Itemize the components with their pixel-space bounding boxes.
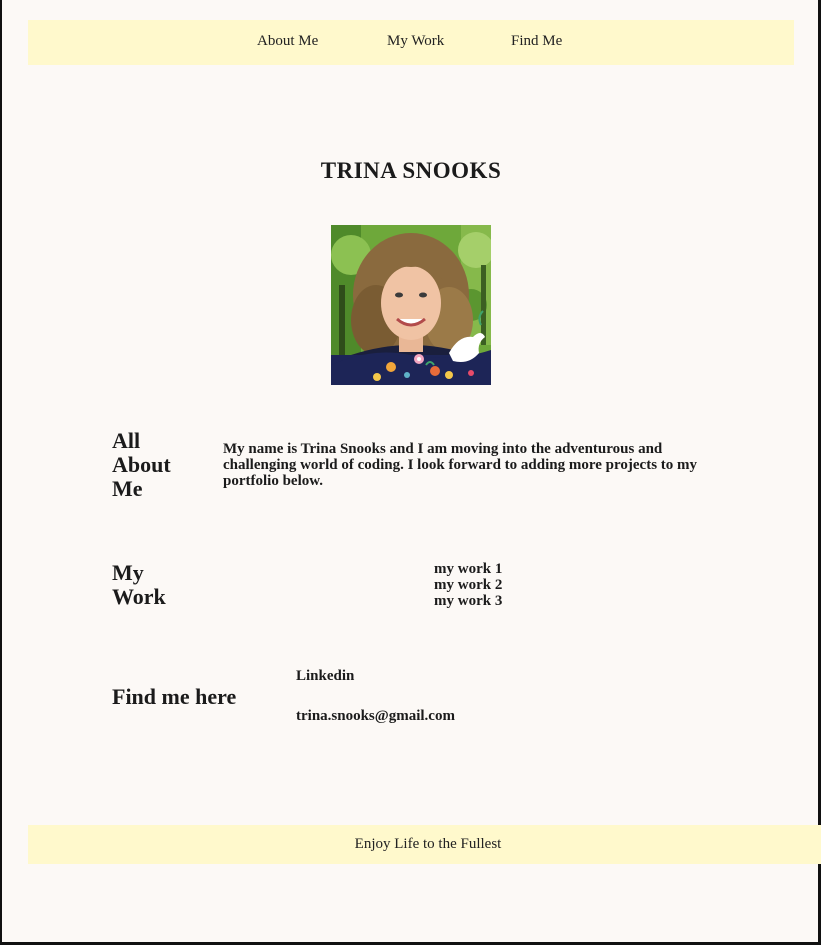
top-nav bbox=[28, 20, 794, 65]
profile-photo bbox=[331, 225, 491, 385]
work-item-3[interactable]: my work 3 bbox=[434, 593, 503, 609]
email-link[interactable]: trina.snooks@gmail.com bbox=[296, 708, 455, 724]
find-heading: Find me here bbox=[112, 684, 237, 709]
page-title: TRINA SNOOKS bbox=[320, 158, 502, 183]
linkedin-link[interactable]: Linkedin bbox=[296, 668, 355, 684]
about-text: My name is Trina Snooks and I am moving into the adventurous and challenging world of coding. I look forward to adding more projects to my portfolio below. bbox=[223, 441, 698, 489]
about-heading: All About Me bbox=[112, 428, 171, 501]
nav-link-my-work[interactable]: My Work bbox=[387, 33, 445, 49]
work-heading: My Work bbox=[112, 560, 166, 609]
footer-text: Enjoy Life to the Fullest bbox=[354, 836, 502, 852]
footer bbox=[28, 825, 821, 864]
work-list bbox=[434, 561, 502, 609]
nav-link-about-me[interactable]: About Me bbox=[257, 33, 319, 49]
work-item-2[interactable]: my work 2 bbox=[434, 577, 503, 593]
work-item-1[interactable]: my work 1 bbox=[434, 561, 503, 577]
nav-link-find-me[interactable]: Find Me bbox=[511, 33, 563, 49]
